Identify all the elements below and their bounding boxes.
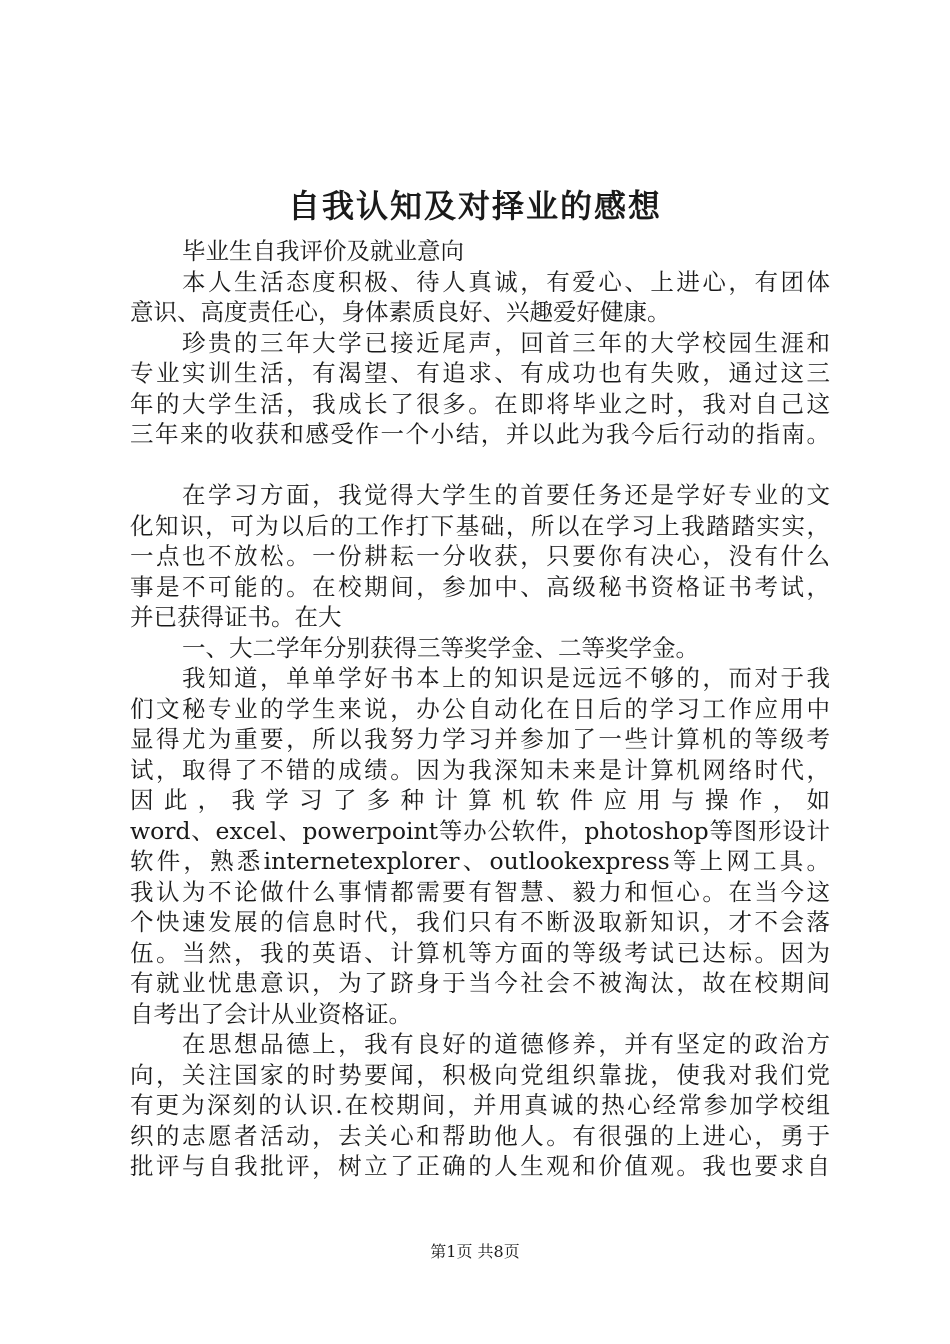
text-line: word、excel、powerpoint等办公软件，photoshop等图形设计 — [130, 816, 830, 845]
document-body — [130, 236, 830, 1182]
text-line: 织的志愿者活动，去关心和帮助他人。有很强的上进心，勇于 — [130, 1121, 830, 1150]
text-line: 本人生活态度积极、待人真诚，有爱心、上进心，有团体 — [182, 267, 830, 296]
blank-line — [130, 450, 830, 481]
document-title: 自我认知及对择业的感想 — [287, 187, 662, 225]
text-line: 一点也不放松。一份耕耘一分收获，只要你有决心，没有什么 — [130, 542, 830, 570]
text-line: 专业实训生活，有渴望、有追求、有成功也有失败，通过这三 — [130, 359, 830, 387]
text-line: 珍贵的三年大学已接近尾声，回首三年的大学校园生涯和 — [182, 328, 830, 357]
text-line: 向，关注国家的时势要闻，积极向党组织靠拢，使我对我们党 — [130, 1060, 830, 1089]
text-line: 化知识，可为以后的工作打下基础，所以在学习上我踏踏实实， — [130, 511, 830, 540]
text-line: 在学习方面，我觉得大学生的首要任务还是学好专业的文 — [182, 481, 830, 509]
text-line: 年的大学生活，我成长了很多。在即将毕业之时，我对自己这 — [130, 389, 830, 418]
text-line: 有更为深刻的认识.在校期间，并用真诚的热心经常参加学校组 — [130, 1091, 830, 1119]
text-line: 事是不可能的。在校期间，参加中、高级秘书资格证书考试， — [130, 572, 830, 601]
text-line: 三年来的收获和感受作一个小结，并以此为我今后行动的指南。 — [130, 420, 830, 448]
text-line: 批评与自我批评，树立了正确的人生观和价值观。我也要求自 — [130, 1152, 830, 1180]
text-line: 并已获得证书。在大 — [130, 603, 342, 631]
text-line: 意识、高度责任心，身体素质良好、兴趣爱好健康。 — [130, 298, 671, 326]
page-number-footer: 第1页 共8页 — [430, 1242, 520, 1261]
text-line: 有就业忧患意识，为了跻身于当今社会不被淘汰，故在校期间 — [130, 969, 830, 997]
text-line: 毕业生自我评价及就业意向 — [182, 237, 464, 265]
text-line: 我知道，单单学好书本上的知识是远远不够的，而对于我 — [182, 664, 830, 692]
text-line: 显得尤为重要，所以我努力学习并参加了一些计算机的等级考 — [130, 725, 830, 753]
text-line: 我认为不论做什么事情都需要有智慧、毅力和恒心。在当今这 — [130, 877, 830, 906]
text-line: 个快速发展的信息时代，我们只有不断汲取新知识，才不会落 — [130, 908, 830, 936]
text-line: 自考出了会计从业资格证。 — [130, 999, 412, 1028]
text-line: 因 此 ， 我 学 习 了 多 种 计 算 机 软 件 应 用 与 操 作 ， 如 — [130, 786, 830, 814]
text-line: 们文秘专业的学生来说，办公自动化在日后的学习工作应用中 — [130, 694, 830, 723]
text-line: 在思想品德上，我有良好的道德修养，并有坚定的政治方 — [182, 1030, 830, 1058]
text-line: 一、大二学年分别获得三等奖学金、二等奖学金。 — [182, 633, 699, 662]
text-line: 试，取得了不错的成绩。因为我深知未来是计算机网络时代， — [130, 755, 830, 784]
text-line: 软件，熟悉internetexplorer、outlookexpress等上网工具。 — [130, 847, 830, 875]
text-line: 伍。当然，我的英语、计算机等方面的等级考试已达标。因为 — [130, 938, 830, 967]
